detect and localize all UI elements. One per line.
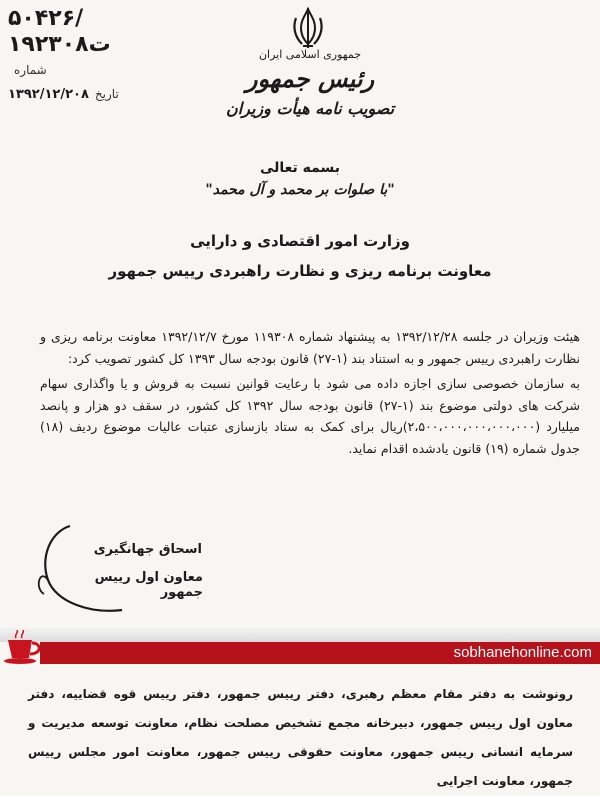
reference-block <box>8 6 158 106</box>
date-value: ۱۳۹۲/۱۲/۲۰۸ <box>8 86 89 102</box>
letterhead <box>200 48 420 122</box>
carbon-copy-list: رونوشت به دفتر مقام معظم رهبری، دفتر رییس جمهور، دفتر رییس قوه قضاییه، دفتر معاون اول رییس جمهور، دبیرخانه مجمع تشخیص مصلحت نظام، معاونت توسعه مدیریت و سرمایه انسانی رییس جمهور، معاونت حقوقی رییس جمهور، معاونت امور مجلس رییس جمهور، معاونت اجرایی <box>28 687 573 788</box>
recipient-deputy: معاونت برنامه ریزی و نظارت راهبردی رییس جمهور <box>108 262 492 280</box>
date-row <box>8 82 158 106</box>
website-banner <box>0 628 600 670</box>
basmala: بسمه تعالی <box>259 160 341 176</box>
signature-block <box>30 518 203 618</box>
signature-scribble-icon <box>30 518 200 618</box>
republic-label: جمهوری اسلامی ایران <box>258 48 362 61</box>
decree-paragraph: به سازمان خصوصی سازی اجازه داده می شود با رعایت قوانین نسبت به فروش و یا واگذاری سهام شرکت های دولتی موضوع بند (۱-۲۷) قانون بودجه سال ۱۳۹۲ کل کشور، در سقف دو هزار و پانصد میلیارد (۲،۵۰۰،۰۰۰،۰۰۰،۰۰۰،۰۰۰)ریال برای کمک به ستاد بازسازی عتبات عالیات موضوع ردیف (۱۸) جدول شماره (۱۹) قانون یادشده اقدام نماید. <box>40 376 581 456</box>
banner-strip <box>0 628 600 642</box>
signatory-title: معاون اول رییس جمهور <box>94 570 203 600</box>
number-label: شماره <box>14 63 47 77</box>
reference-number: ۵۰۴۲۶/ت۱۹۲۳۰۸ <box>8 6 111 57</box>
approval-title: تصویب نامه هیأت وزیران <box>225 99 395 118</box>
signatory-name: اسحاق جهانگیری <box>93 542 202 557</box>
president-title: رئیس جمهور <box>245 64 375 93</box>
site-url[interactable]: sobhanehonline.com <box>453 644 592 661</box>
decree-paragraph: هیئت وزیران در جلسه ۱۳۹۲/۱۲/۲۸ به پیشنهاد شماره ۱۱۹۳۰۸ مورخ ۱۳۹۲/۱۲/۷ معاونت برنامه ریزی و نظارت راهبردی رییس جمهور و به استناد بند (۱-۲۷) قانون بودجه سال ۱۳۹۳ کل کشور تصویب کرد: <box>40 329 580 366</box>
date-label: تاریخ <box>94 87 119 101</box>
salawat: "با صلوات بر محمد و آل محمد" <box>205 182 395 198</box>
banner-bar <box>40 642 600 664</box>
recipient-ministry: وزارت امور اقتصادی و دارایی <box>190 232 410 250</box>
teacup-logo-icon <box>2 630 46 666</box>
iran-emblem-icon <box>288 6 328 50</box>
number-row <box>8 58 158 82</box>
decree-body <box>40 326 580 459</box>
